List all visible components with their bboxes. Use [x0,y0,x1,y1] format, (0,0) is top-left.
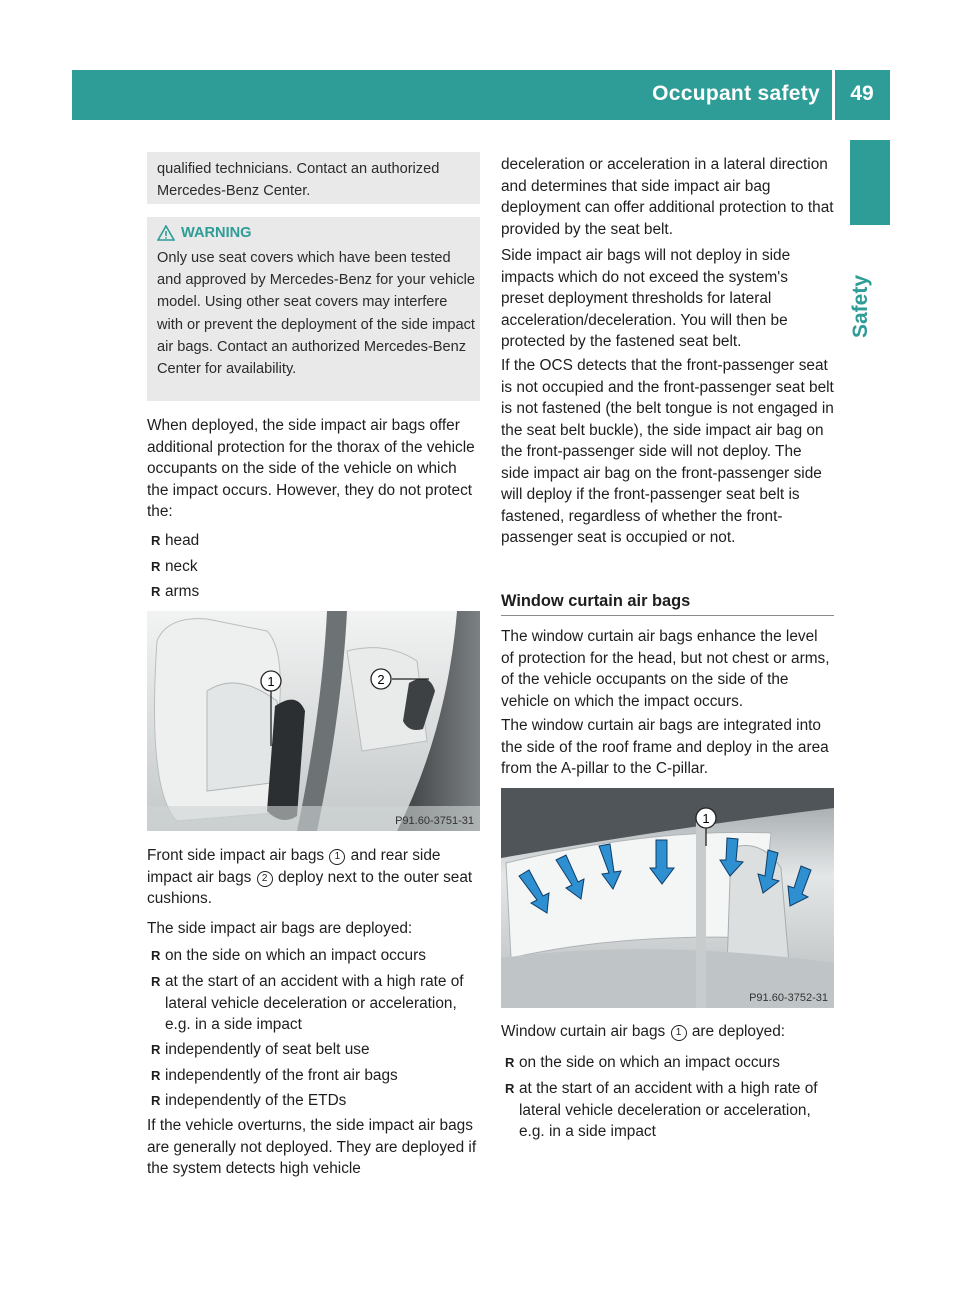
paragraph: The window curtain air bags enhance the level of protection for the head, but not chest or arms, of the vehicle occupants on the side of the vehicle on which the impact occurs. [501,628,830,710]
figure-window-curtain-airbags [501,788,834,1008]
paragraph: The side impact air bags are deployed: [147,920,413,937]
page-number: 49 [850,82,874,105]
page-title: Occupant safety [652,82,820,105]
warning-label: WARNING [181,225,252,241]
header-divider [832,70,835,120]
figure-caption: Front side impact air bags 1 and rear side impact air bags 2 deploy next to the outer seat cushions. [147,847,473,907]
figure-code: P91.60-3752-31 [749,992,828,1004]
note-box [147,152,480,204]
figure-side-airbags [147,611,480,831]
paragraph: Side impact air bags will not deploy in side impacts which do not exceed the system's preset deployment thresholds for lateral acceleration/deceleration. You will then be protected by the fastened seat belt. [501,247,791,350]
section-heading: Window curtain air bags [501,592,834,616]
warning-triangle-icon [157,225,175,241]
section-tab [850,140,890,225]
arrow-icon [788,866,811,906]
paragraph: If the OCS detects that the front-passenger seat is not occupied and the front-passenger seat belt is not fastened (the belt tongue is not engaged in the seat belt buckle), the side impact air bag on the front-passenger side will not deploy. The side impact air bag on the front-passenger side will deploy if the front-passenger seat belt is fastened, regardless of whether the front-passenger seat is occupied or not. [501,357,834,546]
paragraph: If the vehicle overturns, the side impact air bags are generally not deployed. They are deployed if the system detects high vehicle [147,1117,477,1177]
figure-caption: Window curtain air bags 1 are deployed: [501,1023,786,1040]
arrow-icon [720,838,743,876]
paragraph: The window curtain air bags are integrated into the side of the roof frame and deploy in the area from the A-pillar to the C-pillar. [501,717,829,777]
callout-1: 1 [702,811,710,826]
warning-text: Only use seat covers which have been tested and approved by Mercedes-Benz for your vehicle model. Using other seat covers may interfere with or prevent the deployment of the side impact air bags. Contact an authorized Mercedes-Benz Center for availability. [157,250,475,378]
callout-1: 1 [267,674,275,689]
paragraph: deceleration or acceleration in a lateral direction and determines that side impact air bag deployment can offer additional protection to that provided by the seat belt. [501,156,834,238]
section-label: Safety [849,274,872,338]
arrow-indicators [501,788,834,1008]
arrow-icon [519,870,549,913]
arrow-icon [599,844,621,889]
warning-heading [157,225,252,241]
callout-ref: 1 [329,849,345,865]
warning-box [147,217,480,401]
callout-lines [147,611,480,831]
arrow-icon [556,855,584,899]
figure-code: P91.60-3751-31 [395,815,474,827]
arrow-icon [758,850,779,893]
callout-ref: 2 [257,871,273,887]
arrow-icon [650,840,674,884]
note-text: qualified technicians. Contact an authorized Mercedes-Benz Center. [157,161,440,200]
callout-2: 2 [377,672,385,687]
paragraph: When deployed, the side impact air bags offer additional protection for the thorax of the vehicle occupants on the side of the vehicle on which the impact occurs. However, they do not protect the: [147,417,475,520]
callout-ref: 1 [671,1025,687,1041]
